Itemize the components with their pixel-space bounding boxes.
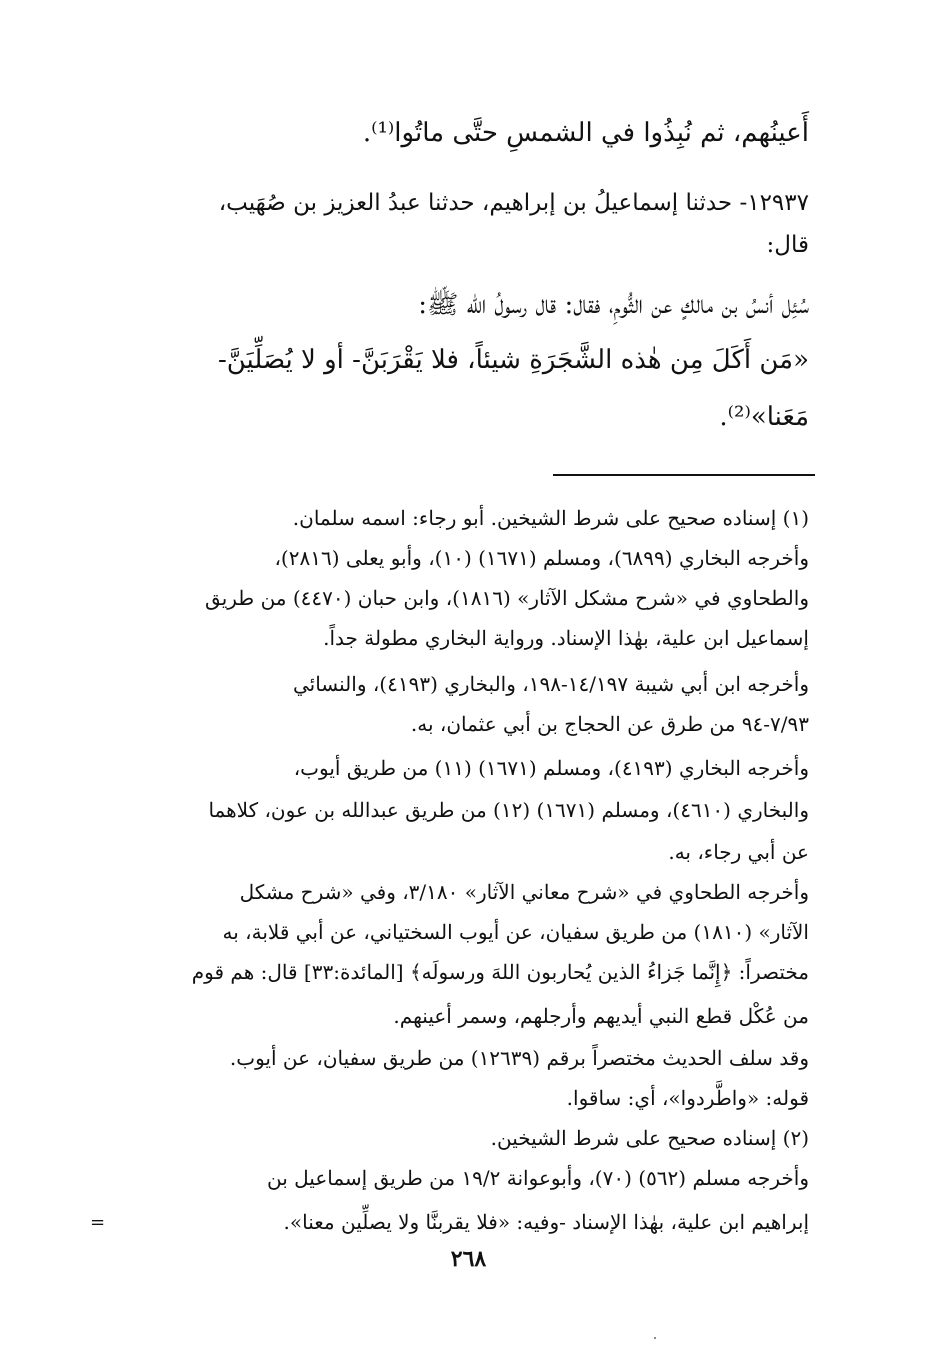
footnote-line: وأخرجه البخاري (٦٨٩٩)، ومسلم (١٦٧١) (١٠)، وأبو يعلى (٢٨١٦)، bbox=[274, 546, 809, 570]
footnote-line: وأخرجه مسلم (٥٦٢) (٧٠)، وأبوعوانة ١٩/٢ من طريق إسماعيل بن bbox=[266, 1166, 809, 1190]
footnote-line: ٧/٩٣-٩٤ من طرق عن الحجاج بن أبي عثمان، به. bbox=[410, 712, 809, 736]
hadith-body-line-3: مَعَنا»⁽²⁾. bbox=[719, 402, 809, 432]
footnote-line: وقد سلف الحديث مختصراً برقم (١٢٦٣٩) من طريق سفيان، عن أيوب. bbox=[229, 1046, 809, 1070]
footnote-line: من عُكْل قطع النبي أيديهم وأرجلهم، وسمر أعينهم. bbox=[393, 1004, 809, 1028]
footnote-line: عن أبي رجاء، به. bbox=[668, 840, 809, 864]
footnote-line: إبراهيم ابن علية، بهٰذا الإسناد -وفيه: «فلا يقربنَّا ولا يصلِّين معنا». bbox=[283, 1210, 809, 1234]
footnote-divider bbox=[553, 474, 815, 476]
scan-speck bbox=[654, 1337, 656, 1339]
hadith-body-line-1: سُئِل أنسُ بن مالكٍ عن الثُّومِ، فقال: قال رسولُ الله ﷺ: bbox=[418, 290, 809, 320]
page-number: ٢٦٨ bbox=[450, 1246, 487, 1272]
footnote-line: والطحاوي في «شرح مشكل الآثار» (١٨١٦)، وابن حبان (٤٤٧٠) من طريق bbox=[205, 586, 809, 610]
footnote-line: إسماعيل ابن علية، بهٰذا الإسناد. ورواية البخاري مطولة جداً. bbox=[323, 626, 809, 650]
footnote-line: (٢) إسناده صحيح على شرط الشيخين. bbox=[490, 1126, 809, 1150]
footnote-line: والبخاري (٤٦١٠)، ومسلم (١٦٧١) (١٢) من طريق عبدالله بن عون، كلاهما bbox=[208, 798, 809, 822]
footnote-line: وأخرجه ابن أبي شيبة ١٤/١٩٧-١٩٨، والبخاري (٤١٩٣)، والنسائي bbox=[292, 672, 809, 696]
footnote-line: قوله: «واطَّردوا»، أي: ساقوا. bbox=[566, 1086, 809, 1110]
footnote-line: مختصراً: ﴿إِنَّما جَزاءُ الذين يُحاربون اللهَ ورسولَه﴾ [المائدة:٣٣] قال: هم قوم bbox=[191, 960, 809, 984]
footnote-line: وأخرجه البخاري (٤١٩٣)، ومسلم (١٦٧١) (١١) من طريق أيوب، bbox=[293, 756, 809, 780]
footnote-line: (١) إسناده صحيح على شرط الشيخين. أبو رجاء: اسمه سلمان. bbox=[292, 506, 809, 530]
continuation-mark: = bbox=[90, 1212, 106, 1233]
hadith-header-line-2: قال: bbox=[766, 232, 809, 258]
main-text-opening-line: أَعينُهم، ثم نُبِذُوا في الشمسِ حتَّى ماتُوا⁽¹⁾. bbox=[362, 118, 809, 148]
hadith-body-line-2: «مَن أَكَلَ مِن هٰذه الشَّجَرَةِ شيئاً، فلا يَقْرَبَنَّ- أو لا يُصَلِّيَنَّ- bbox=[217, 345, 809, 375]
footnote-line: الآثار» (١٨١٠) من طريق سفيان، عن أيوب السختياني، عن أبي قلابة، به bbox=[222, 920, 809, 944]
footnote-line: وأخرجه الطحاوي في «شرح معاني الآثار» ٣/١٨٠، وفي «شرح مشكل bbox=[239, 880, 809, 904]
hadith-header-line-1: ١٢٩٣٧- حدثنا إسماعيلُ بن إبراهيم، حدثنا عبدُ العزيز بن صُهَيب، bbox=[218, 190, 809, 216]
